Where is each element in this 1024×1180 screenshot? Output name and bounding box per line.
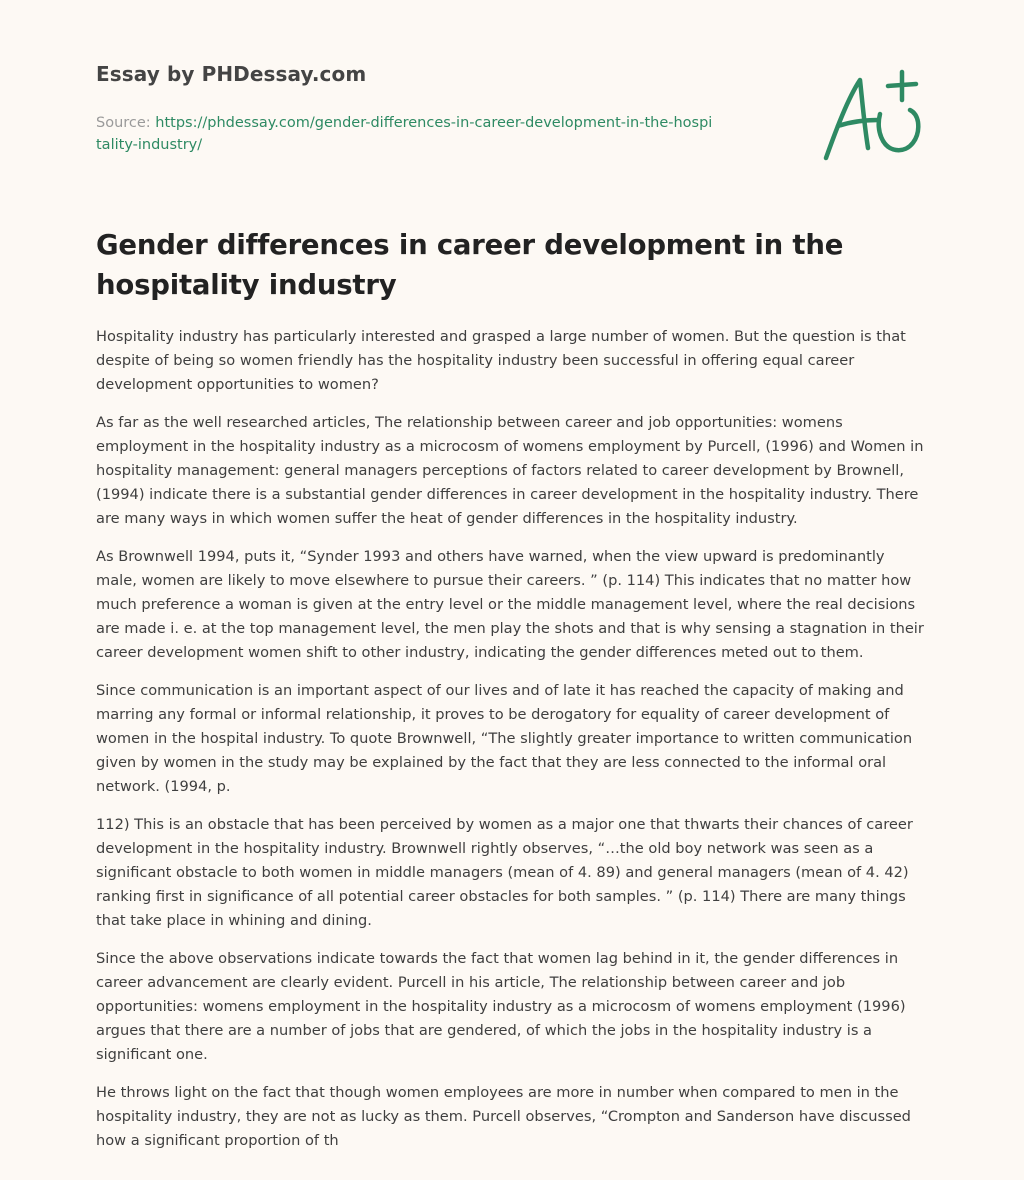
essay-paragraph: 112) This is an obstacle that has been perceived by women as a major one that thwarts their chances of career development in the hospitality industry. Brownwell rightly observes, “…the old boy network was seen as a significant obstacle to both women in middle managers (mean of 4. 89) and general managers (mean of 4. 42) ranking first in significance of all potential career obstacles for both samples. ” (p. 114) There are many things that take place in whining and dining. xyxy=(96,816,913,929)
essay-paragraph: As Brownwell 1994, puts it, “Synder 1993 and others have warned, when the view upward is predominantly male, women are likely to move elsewhere to pursue their careers. ” (p. 114) This indicates that no matter how much preference a woman is given at the entry level or the middle management level, where the real decisions are made i. e. at the top management level, the men play the shots and that is why sensing a stagnation in their career development women shift to other industry, indicating the gender differences meted out to them. xyxy=(96,548,924,661)
essay-body xyxy=(96,325,928,1167)
source-label: Source: xyxy=(96,115,151,131)
site-brand: Essay by PHDessay.com xyxy=(96,62,367,86)
essay-paragraph: Hospitality industry has particularly interested and grasped a large number of women. But the question is that despite of being so women friendly has the hospitality industry been successful in offering equal career development opportunities to women? xyxy=(96,328,906,393)
source-line xyxy=(96,112,716,156)
essay-paragraph: Since communication is an important aspect of our lives and of late it has reached the capacity of making and marring any formal or informal relationship, it proves to be derogatory for equality of career development of women in the hospital industry. To quote Brownwell, “The slightly greater importance to written communication given by women in the study may be explained by the fact that they are less connected to the informal oral network. (1994, p. xyxy=(96,682,913,795)
essay-paragraph: As far as the well researched articles, The relationship between career and job opportunities: womens employment in the hospitality industry as a microcosm of womens employment by Purcell, (1996) and Women in hospitality management: general managers perceptions of factors related to career development by Brownell, (1994) indicate there is a substantial gender differences in career development in the hospitality industry. There are many ways in which women suffer the heat of gender differences in the hospitality industry. xyxy=(96,414,924,527)
a-plus-icon xyxy=(818,68,928,168)
essay-paragraph: Since the above observations indicate towards the fact that women lag behind in it, the gender differences in career advancement are clearly evident. Purcell in his article, The relationship between career and job opportunities: womens employment in the hospitality industry as a microcosm of womens employment (1996) argues that there are a number of jobs that are gendered, of which the jobs in the hospitality industry is a significant one. xyxy=(96,950,906,1063)
essay-paragraph: He throws light on the fact that though women employees are more in number when compared to men in the hospitality industry, they are not as lucky as them. Purcell observes, “Crompton and Sanderson have discussed how a significant proportion of th xyxy=(96,1084,911,1149)
source-link[interactable]: https://phdessay.com/gender-differences-in-career-development-in-the-hospitality-industry/ xyxy=(96,115,713,153)
essay-title: Gender differences in career development in the hospitality industry xyxy=(96,229,844,301)
